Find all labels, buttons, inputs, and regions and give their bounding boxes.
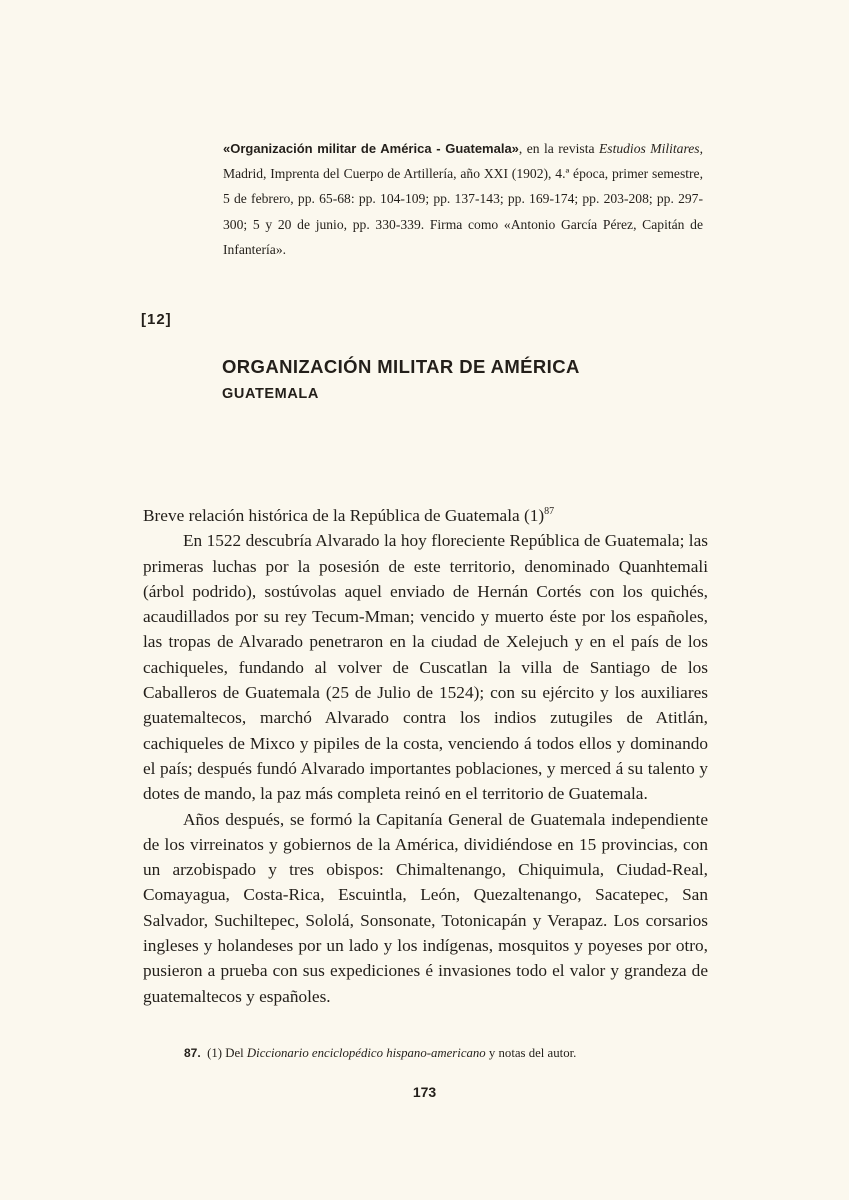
text-lead-line — [143, 503, 708, 528]
footnote-number: 87. — [184, 1046, 201, 1060]
bibliographic-note — [223, 136, 703, 262]
note-journal-name: Estudios Militares — [598, 141, 700, 156]
note-text-1: , en la revista — [518, 141, 599, 156]
chapter-subtitle: GUATEMALA — [222, 386, 319, 402]
paragraph-1: En 1522 descubría Alvarado la hoy floreciente República de Guatemala; las primeras luchas por la posesión de este territorio, denominado Quanhtemali (árbol podrido), sostúvolas aquel enviado de Hernán Cortés con los quichés, acaudillados por su rey Tecum-Mman; vencido y muerto éste por los españoles, las tropas de Alvarado penetraron en la ciudad de Xelejuch y en el país de los cachiqueles, fundando al volver de Cuscatlan la villa de Santiago de los Caballeros de Guatemala (25 de Julio de 1524); con su ejército y los auxiliares guatemaltecos, marchó Alvarado contra los indios zutugiles de Atitlán, cachiqueles de Mixco y pipiles de la costa, venciendo á todos ellos y dominando el país; después fundó Alvarado importantes poblaciones, y merced á su talento y dotes de mando, la paz más completa reinó en el territorio de Guatemala. — [143, 531, 708, 804]
note-article-title: «Organización militar de América - Guatemala» — [223, 141, 519, 156]
footnote-pre: (1) Del — [207, 1046, 247, 1060]
lead-line-text: Breve relación histórica de la República de Guatemala (1) — [143, 506, 545, 525]
main-text — [143, 503, 708, 1009]
footnote — [184, 1046, 576, 1061]
page-number: 173 — [412, 1084, 437, 1100]
footnote-reference: 87 — [544, 506, 555, 518]
footnote-post: y notas del autor. — [485, 1046, 577, 1060]
note-text-2: , Madrid, Imprenta del Cuerpo de Artillería, año XXI (1902), 4.ª época, primer semestre, 5 de febrero, pp. 65-68: pp. 104-109; pp. 137-143; pp. 169-174; pp. 203-208; pp. 297-300; 5 y 20 de junio, pp. 330-339. Firma como «Antonio García Pérez, Capitán de Infantería». — [223, 141, 703, 257]
footnote-work-title: Diccionario enciclopédico hispano-americano — [246, 1046, 486, 1060]
paragraph-2: Años después, se formó la Capitanía General de Guatemala independiente de los virreinatos y gobiernos de la América, dividiéndose en 15 provincias, con un arzobispado y tres obispos: Chimaltenango, Chiquimula, Ciudad-Real, Comayagua, Costa-Rica, Escuintla, León, Quezaltenango, Sacatepec, San Salvador, Suchiltepec, Sololá, Sonsonate, Totonicapán y Verapaz. Los corsarios ingleses y holandeses por un lado y los indígenas, mosquitos y poyeses por otro, pusieron a prueba con sus expediciones é invasiones todo el valor y grandeza de guatemaltecos y españoles. — [143, 809, 708, 1006]
chapter-title: ORGANIZACIÓN MILITAR DE AMÉRICA — [222, 356, 580, 377]
section-number: [12] — [141, 311, 172, 328]
